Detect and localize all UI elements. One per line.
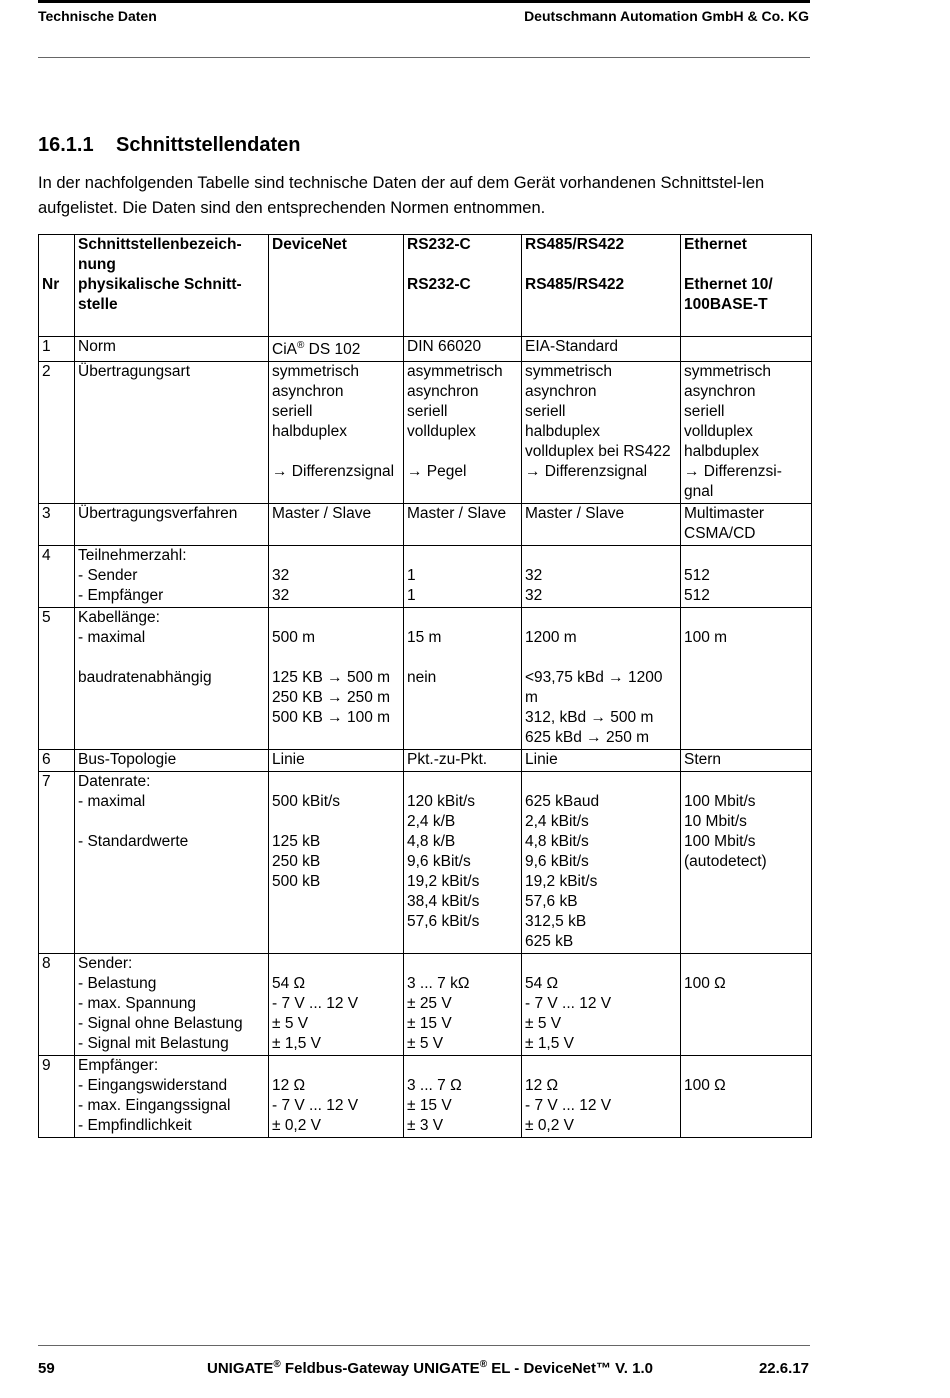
table-row — [39, 772, 812, 954]
row-rs232-value: Pkt.-zu-Pkt. — [404, 750, 522, 772]
intro-paragraph: In der nachfolgenden Tabelle sind technische Daten der auf dem Gerät vorhandenen Schnittstel-len aufgelistet. Die Daten sind den entsprechenden Normen entnommen. — [38, 174, 765, 217]
table-row — [39, 546, 812, 608]
row-rs485-value: 1200 m <93,75 kBd → 1200 m 312, kBd → 500 m 625 kBd → 250 m — [522, 608, 681, 750]
registered-mark: ® — [296, 339, 305, 351]
row-ethernet-value: Multimaster CSMA/CD — [681, 504, 812, 546]
row-rs232-value: Master / Slave — [404, 504, 522, 546]
footer-document-title — [207, 1360, 653, 1377]
row-ethernet-value: Stern — [681, 750, 812, 772]
table-row — [39, 337, 812, 362]
row-rs232-value: 15 m nein — [404, 608, 522, 750]
row-label: Norm — [75, 337, 269, 362]
section-heading — [38, 134, 300, 157]
row-ethernet-value — [681, 337, 812, 362]
row-rs485-value: 32 32 — [522, 546, 681, 608]
row-devicenet-value: 12 Ω - 7 V ... 12 V ± 0,2 V — [269, 1056, 404, 1138]
row-nr: 9 — [39, 1056, 75, 1138]
row-rs232-value: asymmetrisch asynchron seriell vollduplex → Pegel — [404, 362, 522, 504]
header-label-top: Schnittstellenbezeich- nung — [78, 236, 242, 273]
row-nr: 2 — [39, 362, 75, 504]
row-ethernet-value: 100 Ω — [681, 1056, 812, 1138]
header-rule — [38, 57, 810, 58]
row-label: Teilnehmerzahl: - Sender - Empfänger — [75, 546, 269, 608]
interface-data-table — [38, 234, 812, 1138]
header-col1-top: DeviceNet — [272, 236, 347, 253]
row-rs485-value: symmetrisch asynchron seriell halbduplex vollduplex bei RS422 → Differenzsignal — [522, 362, 681, 504]
header-col4-bottom: Ethernet 10/ 100BASE-T — [684, 276, 773, 313]
row-devicenet-value: symmetrisch asynchron seriell halbduplex → Differenzsignal — [269, 362, 404, 504]
cia-text: CiA — [272, 341, 297, 358]
footer-title-part: EL - DeviceNet™ V. 1.0 — [487, 1360, 653, 1377]
row-label: Übertragungsart — [75, 362, 269, 504]
row-rs232-value: 3 ... 7 kΩ ± 25 V ± 15 V ± 5 V — [404, 954, 522, 1056]
header-ethernet-cell — [681, 235, 812, 337]
footer-title-part: UNIGATE — [207, 1360, 274, 1377]
section-title: Schnittstellendaten — [116, 134, 301, 156]
footer-title-part: Feldbus-Gateway UNIGATE — [280, 1360, 480, 1377]
header-rs485-cell — [522, 235, 681, 337]
table-row — [39, 954, 812, 1056]
row-rs485-value: Master / Slave — [522, 504, 681, 546]
row-rs485-value: EIA-Standard — [522, 337, 681, 362]
table-row — [39, 750, 812, 772]
cia-standard-text: DS 102 — [304, 341, 361, 358]
registered-mark: ® — [479, 1359, 488, 1370]
row-rs485-value: 12 Ω - 7 V ... 12 V ± 0,2 V — [522, 1056, 681, 1138]
row-rs485-value: 625 kBaud 2,4 kBit/s 4,8 kBit/s 9,6 kBit/s 19,2 kBit/s 57,6 kB 312,5 kB 625 kB — [522, 772, 681, 954]
row-rs232-value: 3 ... 7 Ω ± 15 V ± 3 V — [404, 1056, 522, 1138]
row-nr: 5 — [39, 608, 75, 750]
header-col3-bottom: RS485/RS422 — [525, 276, 625, 293]
table-header-row — [39, 235, 812, 337]
header-col2-top: RS232-C — [407, 236, 471, 253]
row-ethernet-value: 100 m — [681, 608, 812, 750]
section-number: 16.1.1 — [38, 134, 94, 156]
registered-mark: ® — [273, 1359, 281, 1370]
row-devicenet-value: Master / Slave — [269, 504, 404, 546]
header-col2-bottom: RS232-C — [407, 276, 471, 293]
row-label: Sender: - Belastung - max. Spannung - Signal ohne Belastung - Signal mit Belastung — [75, 954, 269, 1056]
row-rs232-value: 120 kBit/s 2,4 k/B 4,8 k/B 9,6 kBit/s 19,2 kBit/s 38,4 kBit/s 57,6 kBit/s — [404, 772, 522, 954]
row-rs485-value: 54 Ω - 7 V ... 12 V ± 5 V ± 1,5 V — [522, 954, 681, 1056]
row-devicenet-value: 500 kBit/s 125 kB 250 kB 500 kB — [269, 772, 404, 954]
row-rs232-value: DIN 66020 — [404, 337, 522, 362]
header-left-text: Technische Daten — [38, 8, 157, 24]
header-label-cell — [75, 235, 269, 337]
row-label: Kabellänge: - maximal baudratenabhängig — [75, 608, 269, 750]
row-ethernet-value: 100 Ω — [681, 954, 812, 1056]
row-devicenet-value: 500 m 125 KB → 500 m 250 KB → 250 m 500 KB → 100 m — [269, 608, 404, 750]
row-rs232-value: 1 1 — [404, 546, 522, 608]
header-label-bottom: physikalische Schnitt- stelle — [78, 276, 242, 313]
table-row — [39, 362, 812, 504]
header-nr: Nr — [39, 235, 75, 337]
header-right-text: Deutschmann Automation GmbH & Co. KG — [524, 8, 809, 24]
row-nr: 1 — [39, 337, 75, 362]
footer-rule — [38, 1345, 810, 1346]
row-devicenet-value — [269, 337, 404, 362]
header-rs232-cell — [404, 235, 522, 337]
footer-date: 22.6.17 — [758, 1360, 809, 1377]
page-number: 59 — [38, 1360, 55, 1377]
row-nr: 4 — [39, 546, 75, 608]
header-col3-top: RS485/RS422 — [525, 236, 625, 253]
row-ethernet-value: 512 512 — [681, 546, 812, 608]
row-devicenet-value: 54 Ω - 7 V ... 12 V ± 5 V ± 1,5 V — [269, 954, 404, 1056]
table-row — [39, 608, 812, 750]
row-nr: 3 — [39, 504, 75, 546]
row-label: Datenrate: - maximal - Standardwerte — [75, 772, 269, 954]
row-nr: 6 — [39, 750, 75, 772]
table-row — [39, 1056, 812, 1138]
row-label: Bus-Topologie — [75, 750, 269, 772]
top-rule — [38, 0, 810, 3]
header-devicenet-cell — [269, 235, 404, 337]
row-label: Empfänger: - Eingangswiderstand - max. Eingangssignal - Empfindlichkeit — [75, 1056, 269, 1138]
row-nr: 8 — [39, 954, 75, 1056]
row-label: Übertragungsverfahren — [75, 504, 269, 546]
row-devicenet-value: 32 32 — [269, 546, 404, 608]
row-ethernet-value: 100 Mbit/s 10 Mbit/s 100 Mbit/s (autodetect) — [681, 772, 812, 954]
row-rs485-value: Linie — [522, 750, 681, 772]
header-col4-top: Ethernet — [684, 236, 747, 253]
row-devicenet-value: Linie — [269, 750, 404, 772]
row-ethernet-value: symmetrisch asynchron seriell vollduplex halbduplex → Differenzsi- gnal — [681, 362, 812, 504]
row-nr: 7 — [39, 772, 75, 954]
table-row — [39, 504, 812, 546]
